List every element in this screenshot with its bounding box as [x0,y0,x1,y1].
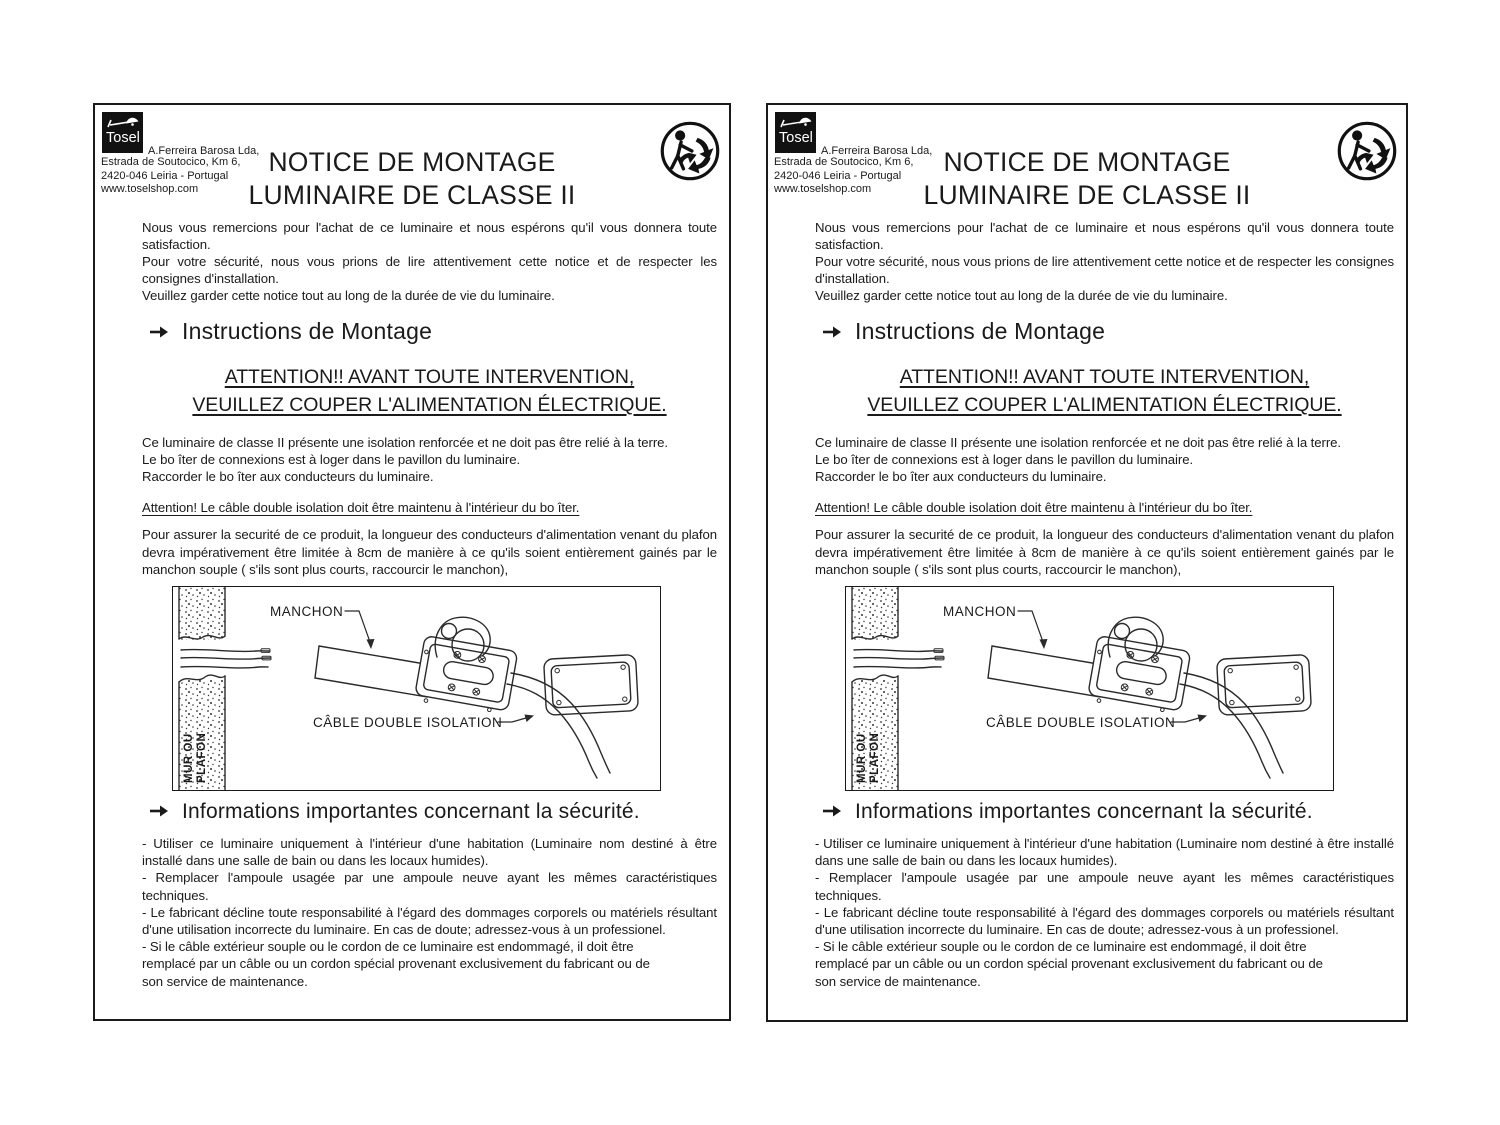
wall-texture-top [852,587,898,640]
power-warning [142,363,717,420]
safety-point: - Utiliser ce luminaire uniquement à l'intérieur d'une habitation (Luminaire nom destiné à être installé dans une salle de bain ou dans les locaux humides). [142,835,717,869]
page-body [815,219,1394,990]
document-title [768,146,1406,212]
class2-line: Raccorder le bo îter aux conducteurs du luminaire. [815,468,1107,484]
installation-diagram [845,586,1334,791]
company-name: A.Ferreira Barosa Lda, [821,145,933,157]
wall-label-line2: PLAFON [196,732,208,783]
section-heading-text: Instructions de Montage [855,317,1106,344]
connection-box [1087,635,1191,716]
address-line: Estrada de Soutocico, Km 6, [774,156,914,168]
sleeve-label: MANCHON [270,603,344,619]
safety-point [815,938,1394,990]
section-heading-montage [149,317,717,345]
box-cover [544,654,639,715]
notice-page-left [93,103,731,1021]
class2-info [815,434,1394,486]
wall-label-line1: MUR OU [183,733,195,783]
cable-label: CÂBLE DOUBLE ISOLATION [313,714,503,730]
power-warning-line1: ATTENTION!! AVANT TOUTE INTERVENTION, [224,365,635,388]
sleeve-paragraph: Pour assurer la securité de ce produit, la longueur des conducteurs d'alimentation venant du plafon devra impérativement être limitée à 8cm de manière à ce qu'ils soient entièrement gainés par le manchon souple ( s'ils sont plus courts, raccourcir le manchon), [142,527,717,577]
document-title-line2: LUMINAIRE DE CLASSE II [248,180,576,210]
safety-point: - Le fabricant décline toute responsabilité à l'égard des dommages corporels ou matériels résultant d'une utilisation incorrecte du luminaire. En cas de doute; adressez-vous à un professionel. [815,904,1394,937]
power-warning [815,363,1394,420]
cable-warning [815,499,1394,516]
company-name: A.Ferreira Barosa Lda, [148,145,260,157]
section-heading-security [822,799,1394,825]
intro-sentence: Veuillez garder cette notice tout au long de la durée de vie du luminaire. [815,288,1228,304]
wall-label-line2: PLAFON [869,732,881,783]
safety-point: - Remplacer l'ampoule usagée par une ampoule neuve ayant les mêmes caractéristiques techniques. [815,870,1394,903]
sleeve-tube [315,646,431,697]
safety-point-line: remplacé par un câble ou un cordon spécial provenant exclusivement du fabricant ou de [815,956,1323,972]
section-heading-text: Informations importantes concernant la sécurité. [855,799,1313,823]
intro-paragraphs [815,219,1394,305]
intro-sentence: Pour votre sécurité, nous vous prions de lire attentivement cette notice et de respecter les consignes d'installation. [815,253,1394,287]
safety-point [142,938,717,990]
page-header [95,112,729,210]
triman-recycling-icon [1336,120,1398,182]
intro-sentence: Nous vous remercions pour l'achat de ce luminaire et nous espérons qu'il vous donnera toute satisfaction. [815,219,1394,252]
notice-page [93,103,731,1021]
cable-label: CÂBLE DOUBLE ISOLATION [986,714,1176,730]
safety-point: - Remplacer l'ampoule usagée par une ampoule neuve ayant les mêmes caractéristiques techniques. [142,870,717,903]
safety-point-line: - Si le câble extérieur souple ou le cordon de ce luminaire est endommagé, il doit être [815,939,1307,955]
tosel-logo-text: Tosel [779,130,813,146]
address-line: 2420-046 Leiria - Portugal [774,169,902,182]
page-header [768,112,1406,210]
class2-line: Ce luminaire de classe II présente une isolation renforcée et ne doit pas être relié à la terre. [142,434,668,450]
power-warning-line2: VEUILLEZ COUPER L'ALIMENTATION ÉLECTRIQUE. [867,394,1342,417]
document-title [95,146,729,212]
safety-points [142,835,717,990]
right-arrow-icon [822,799,842,825]
supply-wires [181,649,271,668]
notice-page-right [766,103,1408,1022]
class2-line: Raccorder le bo îter aux conducteurs du luminaire. [142,468,434,484]
address-line: 2420-046 Leiria - Portugal [101,169,229,182]
safety-point: - Utiliser ce luminaire uniquement à l'intérieur d'une habitation (Luminaire nom destiné à être installé dans une salle de bain ou dans les locaux humides). [815,835,1394,869]
supply-wires [854,649,944,668]
cable-warning [142,499,717,516]
right-arrow-icon [149,799,169,825]
class2-info [142,434,717,486]
safety-point: - Le fabricant décline toute responsabilité à l'égard des dommages corporels ou matériels résultant d'une utilisation incorrecte du luminaire. En cas de doute; adressez-vous à un professionel. [142,904,717,937]
company-website: www.toselshop.com [101,183,199,195]
box-cover [1217,654,1312,715]
safety-point-line: - Si le câble extérieur souple ou le cordon de ce luminaire est endommagé, il doit être [142,939,634,955]
power-warning-line1: ATTENTION!! AVANT TOUTE INTERVENTION, [899,365,1310,388]
sleeve-tube [988,646,1104,697]
safety-points [815,835,1394,990]
company-website: www.toselshop.com [774,183,872,195]
safety-point-line: son service de maintenance. [815,973,981,989]
right-arrow-icon [149,317,169,345]
safety-point-line: son service de maintenance. [142,973,308,989]
page-body [142,219,717,990]
section-heading-text: Informations importantes concernant la sécurité. [182,799,640,823]
power-warning-line2: VEUILLEZ COUPER L'ALIMENTATION ÉLECTRIQUE. [192,394,667,417]
sleeve-label: MANCHON [943,603,1017,619]
document-title-line2: LUMINAIRE DE CLASSE II [923,180,1251,210]
document-title-line1: NOTICE DE MONTAGE [943,147,1231,177]
intro-paragraphs [142,219,717,305]
section-heading-security [149,799,717,825]
wall-texture-top [179,587,225,640]
class2-line: Le bo îter de connexions est à loger dans le pavillon du luminaire. [142,451,521,467]
intro-sentence: Veuillez garder cette notice tout au long de la durée de vie du luminaire. [142,288,555,304]
section-heading-montage [822,317,1394,345]
connection-box [414,635,518,716]
cable-warning-text: Attention! Le câble double isolation doit être maintenu à l'intérieur du bo îter. [815,500,1253,516]
section-heading-text: Instructions de Montage [182,317,433,344]
wall-label-line1: MUR OU [856,733,868,783]
intro-sentence: Pour votre sécurité, nous vous prions de lire attentivement cette notice et de respecter les consignes d'installation. [142,253,717,287]
tosel-logo-text: Tosel [106,130,140,146]
document-title-line1: NOTICE DE MONTAGE [268,147,556,177]
notice-page [766,103,1408,1022]
triman-recycling-icon [659,120,721,182]
cable-warning-text: Attention! Le câble double isolation doit être maintenu à l'intérieur du bo îter. [142,500,580,516]
class2-line: Ce luminaire de classe II présente une isolation renforcée et ne doit pas être relié à la terre. [815,434,1341,450]
intro-sentence: Nous vous remercions pour l'achat de ce luminaire et nous espérons qu'il vous donnera toute satisfaction. [142,219,717,252]
right-arrow-icon [822,317,842,345]
sleeve-paragraph: Pour assurer la securité de ce produit, la longueur des conducteurs d'alimentation venant du plafon devra impérativement être limitée à 8cm de manière à ce qu'ils soient entièrement gainés par le manchon souple ( s'ils sont plus courts, raccourcir le manchon), [815,527,1394,577]
installation-diagram [172,586,661,791]
address-line: Estrada de Soutocico, Km 6, [101,156,241,168]
class2-line: Le bo îter de connexions est à loger dans le pavillon du luminaire. [815,451,1194,467]
safety-point-line: remplacé par un câble ou un cordon spécial provenant exclusivement du fabricant ou de [142,956,650,972]
